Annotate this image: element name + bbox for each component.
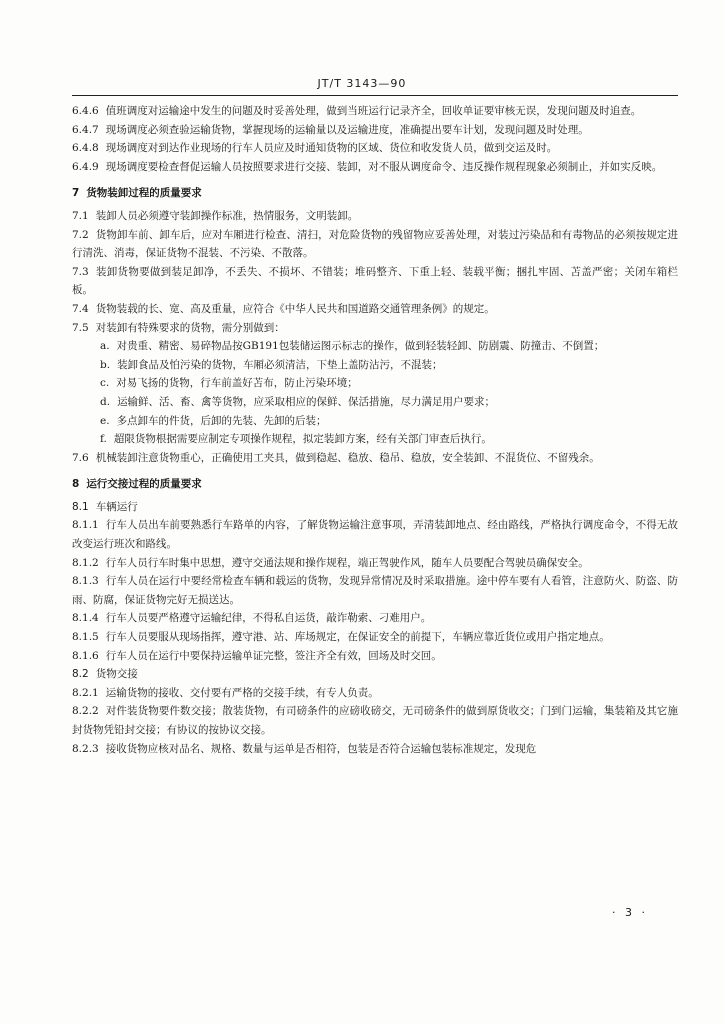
clause-text: 行车人员在运行中要经常检查车辆和载运的货物，发现异常情况及时采取措施。途中停车要有人看管，注意防火、防盗、防雨、防腐，保证货物完好无损送达。 <box>72 575 678 606</box>
clause-paragraph <box>72 139 678 158</box>
clause-number: 6.4.6 <box>72 105 99 117</box>
clause-number: 8.1.5 <box>72 631 99 644</box>
list-item <box>72 356 678 375</box>
clause-paragraph <box>72 628 678 647</box>
clause-text: 行车人员在运行中要保持运输单证完整，签注齐全有效，回场及时交回。 <box>105 649 442 662</box>
clause-number: 8.2 <box>72 668 89 681</box>
clause-text: 值班调度对运输途中发生的问题及时妥善处理，做到当班运行记录齐全，回收单证要审核无误，发现问题及时追查。 <box>105 105 642 117</box>
clause-text: 装卸货物要做到装足卸净，不丢失、不损坏、不错装；堆码整齐、下重上轻、装载平衡；捆扎牢固、苫盖严密；关闭车箱栏板。 <box>72 265 678 297</box>
clause-number: 6.4.7 <box>72 123 99 136</box>
clause-number: 8.1.4 <box>72 612 99 625</box>
clause-text: 机械装卸注意货物重心，正确使用工夹具，做到稳起、稳放、稳吊、稳放，安全装卸、不混货位、不留残余。 <box>95 451 600 464</box>
clause-text: 货物卸车前、卸车后，应对车厢进行检查、清扫，对危险货物的残留物应妥善处理，对装过污染品和有毒物品的必须按规定进行清洗、消毒，保证货物不混装、不污染、不散落。 <box>72 228 678 260</box>
clause-number: c. <box>100 377 110 390</box>
clause-number: 8.2.3 <box>72 742 99 755</box>
clause-number: f. <box>100 433 107 446</box>
clause-number: 7.5 <box>72 321 89 334</box>
clause-text: 车辆运行 <box>95 500 138 513</box>
clause-paragraph <box>72 609 678 628</box>
clause-number: 6.4.8 <box>72 142 99 155</box>
clause-text: 现场调度对到达作业现场的行车人员应及时通知货物的区域、货位和收发货人员，做到交运及时。 <box>105 142 558 155</box>
clause-text: 货物装卸过程的质量要求 <box>86 187 202 200</box>
document-body <box>72 102 678 758</box>
clause-number: 8.2.1 <box>72 686 99 699</box>
clause-text: 接收货物应核对品名、规格、数量与运单是否相符，包装是否符合运输包装标准规定，发现危 <box>105 742 537 755</box>
clause-text: 装卸人员必须遵守装卸操作标准，热情服务，文明装卸。 <box>95 209 359 222</box>
section-heading <box>72 184 678 203</box>
clause-text: 运输货物的接收、交付要有严格的交接手续，有专人负责。 <box>105 686 379 699</box>
clause-number: 7.4 <box>72 302 89 315</box>
clause-number: 8.1.2 <box>72 556 99 569</box>
clause-text: 装卸食品及怕污染的货物，车厢必须清洁，下垫上盖防沾污，不混装； <box>117 358 443 371</box>
clause-paragraph <box>72 319 678 338</box>
clause-paragraph <box>72 740 678 759</box>
clause-paragraph <box>72 158 678 177</box>
clause-paragraph <box>72 702 678 739</box>
clause-number: d. <box>100 395 111 408</box>
clause-paragraph <box>72 300 678 319</box>
clause-paragraph <box>72 647 678 666</box>
clause-text: 运输鲜、活、畜、禽等货物，应采取相应的保鲜、保活措施，尽力满足用户要求； <box>117 395 496 408</box>
clause-paragraph <box>72 516 678 553</box>
clause-number: 7.3 <box>72 265 89 278</box>
clause-text: 行车人员出车前要熟悉行车路单的内容，了解货物运输注意事项，弄清装卸地点、经由路线，严格执行调度命令，不得无故改变运行班次和路线。 <box>72 519 678 551</box>
clause-text: 对件装货物要件数交接；散装货物，有司磅条件的应磅收磅交，无司磅条件的做到原货收交；门到门运输，集装箱及其它施封货物凭铅封交接；有协议的按协议交接。 <box>72 705 678 736</box>
clause-text: 多点卸车的件货，后卸的先装、先卸的后装； <box>116 414 327 427</box>
clause-paragraph <box>72 226 678 263</box>
clause-number: 7.2 <box>72 228 89 241</box>
clause-text: 货物装载的长、宽、高及重量，应符合《中华人民共和国道路交通管理条例》的规定。 <box>95 302 495 315</box>
clause-paragraph <box>72 207 678 226</box>
header-rule <box>72 95 678 96</box>
list-item <box>72 412 678 431</box>
clause-number: 8.1.3 <box>72 575 99 588</box>
clause-paragraph <box>72 449 678 468</box>
clause-number: 7 <box>72 187 80 200</box>
clause-paragraph <box>72 554 678 573</box>
clause-text: 行车人员行车时集中思想，遵守交通法规和操作规程，端正驾驶作风，随车人员要配合驾驶员确保安全。 <box>105 556 589 569</box>
clause-paragraph <box>72 121 678 140</box>
clause-text: 现场调度要检查督促运输人员按照要求进行交接、装卸，对不服从调度命令、违反操作规程现象必须制止，并如实反映。 <box>105 160 663 173</box>
clause-paragraph <box>72 102 678 121</box>
clause-paragraph <box>72 263 678 300</box>
clause-number: 7.1 <box>72 209 89 222</box>
list-item <box>72 430 678 449</box>
clause-text: 现场调度必须查验运输货物，掌握现场的运输量以及运输进度，准确提出要车计划，发现问题及时处理。 <box>105 123 589 136</box>
section-heading <box>72 475 678 494</box>
clause-number: 8 <box>72 478 80 491</box>
clause-text: 超限货物根据需要应制定专项操作规程，拟定装卸方案，经有关部门审查后执行。 <box>113 433 492 446</box>
clause-number: 8.1.1 <box>72 519 99 532</box>
subsection-heading <box>72 665 678 684</box>
clause-number: e. <box>100 414 110 427</box>
clause-paragraph <box>72 572 678 609</box>
clause-paragraph <box>72 684 678 703</box>
clause-number: b. <box>100 358 111 371</box>
clause-number: 8.1.6 <box>72 649 99 662</box>
clause-text: 行车人员要服从现场指挥，遵守港、站、库场规定，在保证安全的前提下，车辆应靠近货位或用户指定地点。 <box>105 631 610 644</box>
clause-number: 7.6 <box>72 451 89 464</box>
clause-number: 8.1 <box>72 500 89 513</box>
list-item <box>72 374 678 393</box>
list-item <box>72 393 678 412</box>
page-number: · 3 · <box>612 906 648 919</box>
clause-number: 8.2.2 <box>72 705 99 718</box>
standard-code-header: JT/T 3143—90 <box>317 77 407 90</box>
clause-text: 对装卸有特殊要求的货物，需分别做到： <box>95 321 285 334</box>
clause-text: 货物交接 <box>95 668 138 681</box>
clause-text: 对易飞扬的货物，行车前盖好苫布，防止污染环境； <box>116 377 358 390</box>
clause-number: 6.4.9 <box>72 160 99 173</box>
clause-number: a. <box>100 340 110 353</box>
clause-text: 行车人员要严格遵守运输纪律，不得私自运货，敲诈勒索、刁难用户。 <box>105 612 432 625</box>
clause-text: 运行交接过程的质量要求 <box>86 478 202 491</box>
subsection-heading <box>72 498 678 517</box>
list-item <box>72 337 678 356</box>
clause-text: 对贵重、精密、易碎物品按GB191包装储运图示标志的操作，做到轻装轻卸、防剧震、防撞击、不倒置； <box>116 340 605 353</box>
